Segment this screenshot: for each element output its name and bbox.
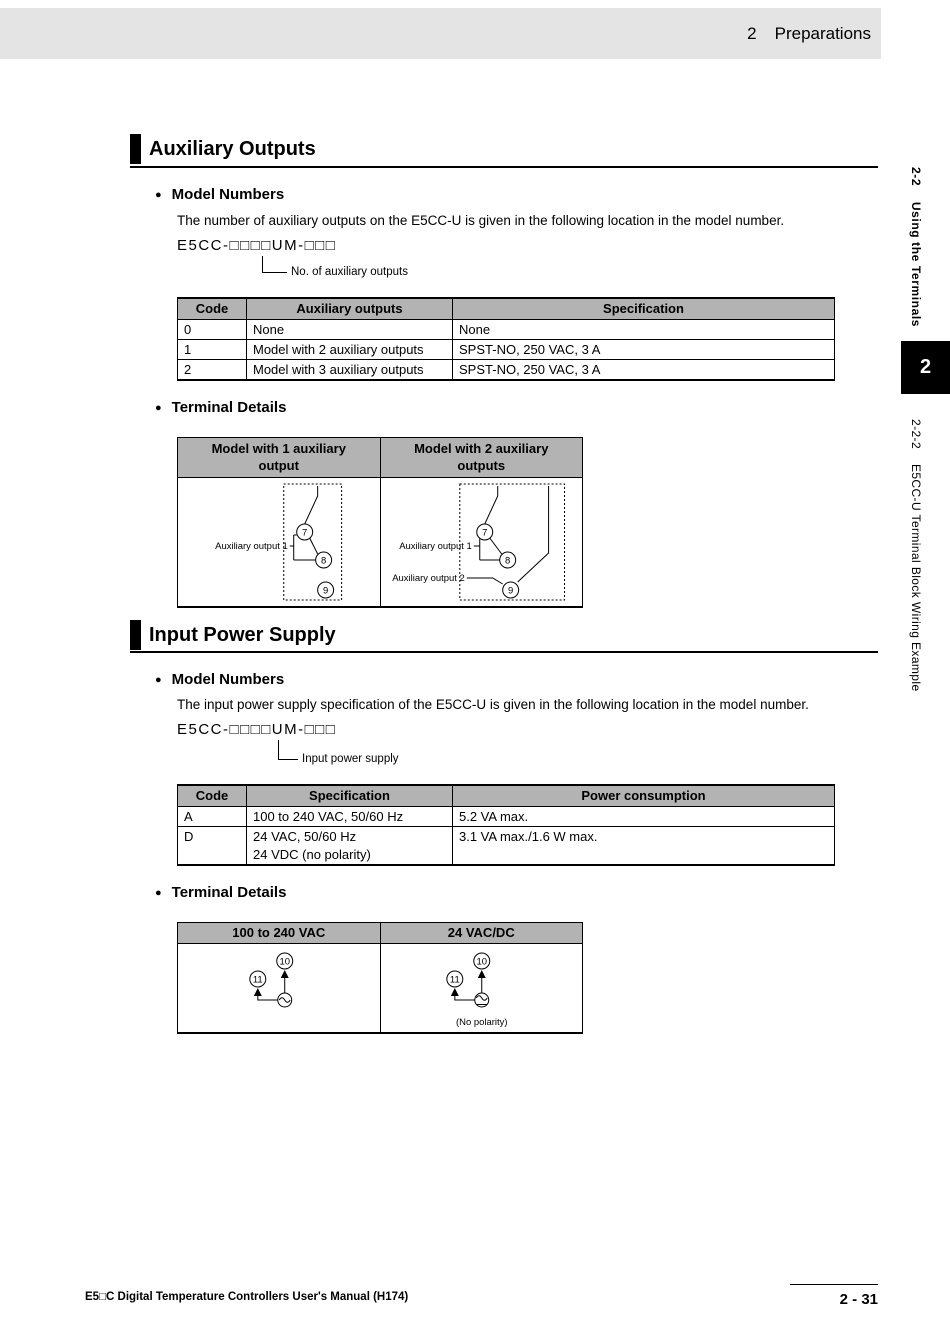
cell-spec: None: [453, 319, 835, 339]
header-text: Model with 2 auxiliary outputs: [414, 440, 549, 473]
aux-callout-line: [262, 256, 287, 273]
terminal-7-number: 7: [481, 527, 487, 539]
footer-manual-title: E5□C Digital Temperature Controllers User's Manual (H174): [85, 1291, 409, 1303]
sidebar-subsection-label: 2-2-2 E5CC-U Terminal Block Wiring Example: [909, 419, 923, 692]
wiring-diagram-1-aux: [178, 478, 380, 606]
chapter-number: 2: [919, 356, 932, 378]
header-text: 100 to 240 VAC: [232, 924, 326, 940]
section-marker-bar: [130, 620, 141, 650]
power-term-col1-header: [178, 923, 381, 943]
cell-code: 2: [178, 359, 247, 380]
sidebar-chapter-tab: [901, 341, 950, 394]
diagram-100-240-vac: [178, 944, 381, 1032]
spec-line-2: 24 VDC (no polarity): [253, 846, 371, 862]
col-header-code: Code: [178, 298, 247, 319]
power-callout-line: [278, 740, 298, 760]
table-row: [178, 339, 835, 359]
terminal-10-number: 10: [475, 956, 487, 968]
col-header-spec: Specification: [453, 298, 835, 319]
header-text: 24 VAC/DC: [447, 924, 515, 940]
wiring-lines: [290, 486, 318, 560]
bullet-icon: ●: [155, 188, 162, 201]
terminal-7-number: 7: [302, 527, 308, 539]
cell-spec: SPST-NO, 250 VAC, 3 A: [453, 359, 835, 380]
power-terminal-table-header: [178, 923, 582, 944]
power-term-col2-header: [381, 923, 583, 943]
heading-text: Terminal Details: [171, 399, 287, 416]
power-intro-text: The input power supply specification of the E5CC-U is given in the following location in the model number.: [177, 697, 809, 712]
col-header-outputs: Auxiliary outputs: [247, 298, 453, 319]
cell-outputs: Model with 3 auxiliary outputs: [247, 359, 453, 380]
table-row: [178, 319, 835, 339]
sidebar-section-label: 2-2 Using the Terminals: [909, 167, 923, 328]
aux-output-1-label: Auxiliary output 1: [215, 540, 288, 553]
cell-spec: SPST-NO, 250 VAC, 3 A: [453, 339, 835, 359]
diagram-1-aux-output: [178, 478, 381, 606]
header-chapter-number: 2: [747, 23, 757, 43]
table-header-row: [178, 785, 835, 806]
aux-term-col1-header: [178, 438, 381, 477]
aux-terminal-table-body: [178, 478, 582, 606]
table-row: [178, 806, 835, 826]
section-rule: [130, 651, 878, 653]
section-rule: [130, 166, 878, 168]
col-header-spec: Specification: [247, 785, 453, 806]
section-marker-bar: [130, 134, 141, 164]
no-polarity-label: (No polarity): [455, 1016, 508, 1029]
section-title-auxiliary-outputs: Auxiliary Outputs: [149, 138, 316, 160]
aux-model-code: E5CC-□□□□UM-□□□: [177, 237, 337, 254]
ac-source-icon: [278, 993, 292, 1007]
internal-circuit-boundary: [284, 484, 342, 600]
heading-terminal-details-power: [155, 884, 286, 901]
aux-code-table: [177, 297, 835, 381]
up-arrow-icon: [450, 988, 458, 996]
terminal-11-number: 11: [449, 974, 460, 986]
power-code-table: [177, 784, 835, 866]
col-header-code: Code: [178, 785, 247, 806]
power-terminal-table: [177, 922, 583, 1034]
cell-code: 1: [178, 339, 247, 359]
cell-outputs: Model with 2 auxiliary outputs: [247, 339, 453, 359]
footer-page-number: 2 - 31: [839, 1291, 878, 1308]
up-arrow-icon: [477, 970, 485, 978]
wiring-diagram-ac: [178, 944, 380, 1032]
up-arrow-icon: [281, 970, 289, 978]
section-title-input-power-supply: Input Power Supply: [149, 624, 336, 646]
cell-code: 0: [178, 319, 247, 339]
cell-power: 3.1 VA max./1.6 W max.: [453, 826, 835, 865]
header-chapter-title: Preparations: [774, 23, 871, 43]
cell-spec: 100 to 240 VAC, 50/60 Hz: [247, 806, 453, 826]
terminal-9-number: 9: [322, 585, 329, 597]
heading-model-numbers-aux: [155, 186, 284, 203]
ac-dc-source-icon: [474, 993, 488, 1007]
terminal-9-number: 9: [507, 585, 513, 597]
footer-rule: [790, 1284, 878, 1285]
bullet-icon: ●: [155, 673, 162, 686]
heading-terminal-details-aux: [155, 399, 286, 416]
wiring-diagram-ac-dc: [381, 944, 583, 1032]
bullet-icon: ●: [155, 401, 162, 414]
terminal-8-number: 8: [504, 555, 510, 567]
aux-terminal-table-header: [178, 438, 582, 478]
col-header-power: Power consumption: [453, 785, 835, 806]
heading-text: Model Numbers: [171, 186, 285, 203]
power-model-code: E5CC-□□□□UM-□□□: [177, 721, 337, 738]
cell-code: A: [178, 806, 247, 826]
bullet-icon: ●: [155, 886, 162, 899]
aux-callout-label: No. of auxiliary outputs: [291, 266, 408, 278]
diagram-24-vac-dc: [381, 944, 583, 1032]
aux-term-col2-header: [381, 438, 583, 477]
up-arrow-icon: [254, 988, 262, 996]
table-header-row: [178, 298, 835, 319]
aux-output-1-label: Auxiliary output 1: [398, 540, 472, 553]
aux-output-2-label: Auxiliary output 2: [391, 572, 465, 585]
aux-intro-text: The number of auxiliary outputs on the E5CC-U is given in the following location in the model number.: [177, 213, 785, 228]
power-terminal-table-body: [178, 944, 582, 1032]
table-row: [178, 826, 835, 865]
spec-line-1: 24 VAC, 50/60 Hz: [253, 828, 357, 844]
cell-power: 5.2 VA max.: [453, 806, 835, 826]
table-row: [178, 359, 835, 380]
page-header-bar: [0, 8, 881, 59]
cell-code: D: [178, 826, 247, 865]
cell-spec: [247, 826, 453, 865]
header-text: Model with 1 auxiliary output: [211, 440, 346, 473]
terminal-8-number: 8: [321, 555, 327, 567]
heading-model-numbers-power: [155, 671, 284, 688]
aux-terminal-table: [177, 437, 583, 608]
cell-outputs: None: [247, 319, 453, 339]
diagram-2-aux-outputs: [381, 478, 583, 606]
heading-text: Terminal Details: [171, 884, 287, 901]
wiring-diagram-2-aux: [381, 478, 583, 606]
terminal-11-number: 11: [252, 974, 263, 986]
power-callout-label: Input power supply: [302, 753, 399, 765]
heading-text: Model Numbers: [171, 671, 285, 688]
terminal-10-number: 10: [279, 956, 291, 968]
